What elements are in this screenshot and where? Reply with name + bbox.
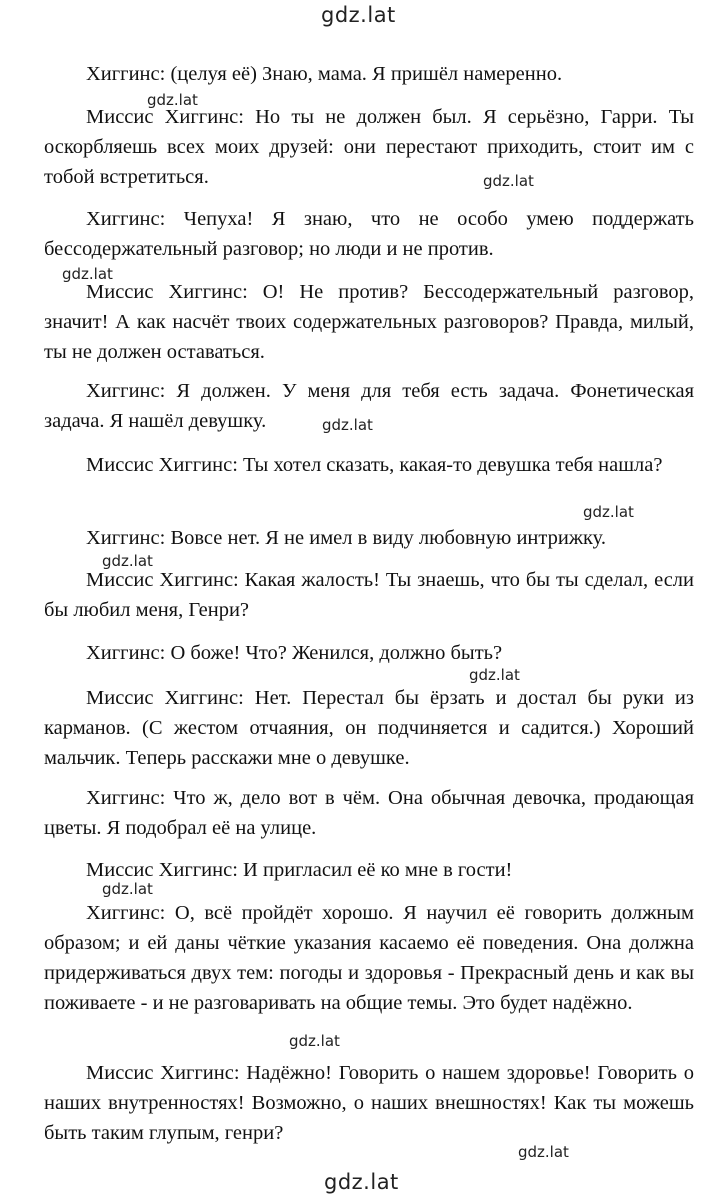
watermark-inline: gdz.lat: [62, 265, 113, 283]
watermark-inline: gdz.lat: [469, 666, 520, 684]
dialogue-paragraph: Хиггинс: Вовсе нет. Я не имел в виду любовную интрижку.: [86, 527, 606, 549]
dialogue-paragraph: Хиггинс: Я должен. У меня для тебя есть задача. Фонетическая задача. Я нашёл девушку.: [44, 380, 694, 432]
watermark-inline: gdz.lat: [289, 1032, 340, 1050]
dialogue-paragraph: Миссис Хиггинс: Какая жалость! Ты знаешь, что бы ты сделал, если бы любил меня, Генри?: [44, 569, 694, 621]
dialogue-paragraph: Миссис Хиггинс: Но ты не должен был. Я серьёзно, Гарри. Ты оскорбляешь всех моих друзей: они перестают приходить, стоит им с тобой встретиться.: [44, 106, 694, 188]
watermark-inline: gdz.lat: [518, 1143, 569, 1161]
watermark-inline: gdz.lat: [583, 503, 634, 521]
dialogue-paragraph: Миссис Хиггинс: О! Не против? Бессодержательный разговор, значит! А как насчёт твоих содержательных разговоров? Правда, милый, ты не должен оставаться.: [44, 281, 694, 363]
dialogue-paragraph: Хиггинс: Что ж, дело вот в чём. Она обычная девочка, продающая цветы. Я подобрал её на улице.: [44, 787, 694, 839]
watermark-bottom: gdz.lat: [324, 1170, 399, 1194]
dialogue-paragraph: Миссис Хиггинс: Надёжно! Говорить о нашем здоровье! Говорить о наших внутренностях! Возможно, о наших внешностях! Как ты можешь быть таким глупым, генри?: [44, 1062, 694, 1144]
dialogue-paragraph: Миссис Хиггинс: И пригласил её ко мне в гости!: [86, 859, 513, 881]
dialogue-paragraph: Хиггинс: О, всё пройдёт хорошо. Я научил её говорить должным образом; и ей даны чёткие указания касаемо её поведения. Она должна придерживаться двух тем: погоды и здоровья - Прекрасный день и как вы поживаете - и не разговаривать на общие темы. Это будет надёжно.: [44, 902, 694, 1014]
dialogue-paragraph: Миссис Хиггинс: Нет. Перестал бы ёрзать и достал бы руки из карманов. (С жестом отчаяния, он подчиняется и садится.) Хороший мальчик. Теперь расскажи мне о девушке.: [44, 687, 694, 769]
watermark-inline: gdz.lat: [102, 552, 153, 570]
dialogue-paragraph: Миссис Хиггинс: Ты хотел сказать, какая-то девушка тебя нашла?: [86, 454, 663, 476]
watermark-top: gdz.lat: [321, 3, 396, 27]
dialogue-paragraph: Хиггинс: Чепуха! Я знаю, что не особо умею поддержать бессодержательный разговор; но люди и не против.: [44, 208, 694, 260]
dialogue-paragraph: Хиггинс: (целуя её) Знаю, мама. Я пришёл намеренно.: [86, 63, 563, 85]
dialogue-paragraph: Хиггинс: О боже! Что? Женился, должно быть?: [86, 642, 503, 664]
watermark-inline: gdz.lat: [483, 172, 534, 190]
watermark-inline: gdz.lat: [102, 880, 153, 898]
watermark-inline: gdz.lat: [322, 416, 373, 434]
watermark-inline: gdz.lat: [147, 91, 198, 109]
